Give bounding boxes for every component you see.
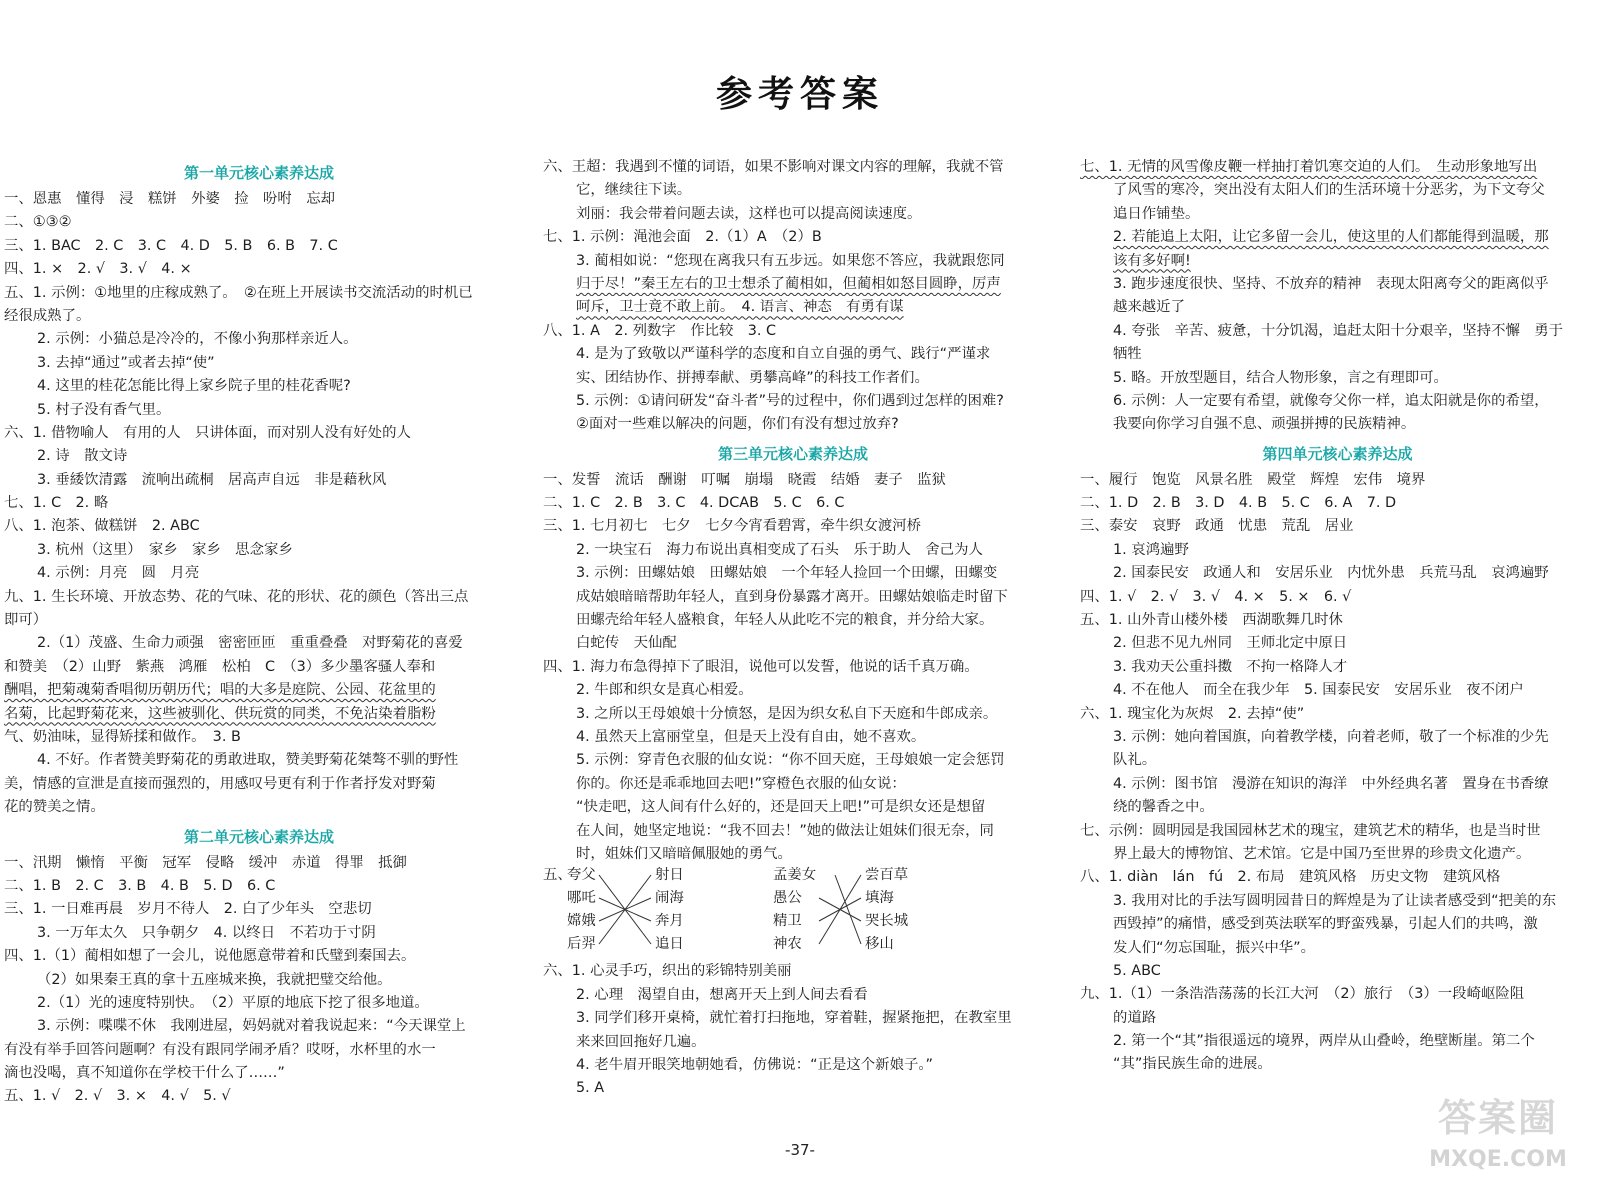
answer-line: 4. 老牛眉开眼笑地朝她看，仿佛说：“正是这个新娘子。”: [576, 1056, 934, 1073]
answer-line: 即可）: [4, 612, 48, 629]
page-title: 参考答案: [715, 74, 884, 115]
match-left-a: 哪吒: [567, 890, 596, 907]
match-left-a: 夸父: [567, 867, 596, 884]
answer-line: 3. 我劝天公重抖擞 不拘一格降人才: [1113, 658, 1348, 675]
answer-line: 4. 示例：图书馆 漫游在知识的海洋 中外经典名著 置身在书香缭: [1113, 775, 1549, 792]
match-right-a: 追日: [655, 936, 684, 953]
answer-line: 2. 心理 渴望自由，想离开天上到人间去看看: [576, 986, 868, 1003]
answer-line: 2. 牛郎和织女是真心相爱。: [576, 682, 753, 699]
match-line: [819, 875, 861, 944]
answer-line: 六、王超：我遇到不懂的词语，如果不影响对课文内容的理解，我就不管: [543, 159, 1004, 175]
match-left-b: 精卫: [773, 913, 802, 930]
answer-line: 一、恩惠 懂得 浸 糕饼 外婆 捡 吩咐 忘却: [4, 191, 335, 207]
answer-line: 2. 诗 散文诗: [37, 448, 128, 465]
answer-line: 2. 若能追上太阳，让它多留一会儿，使这里的人们都能得到温暖，那: [1113, 229, 1549, 246]
answer-column-3: [1080, 156, 1595, 1077]
answer-line: 3. 去掉“通过”或者去掉“使”: [37, 354, 215, 371]
matching-label: 五、: [543, 867, 572, 884]
answer-line: 刘丽：我会带着问题去读，这样也可以提高阅读速度。: [576, 205, 922, 222]
match-right-a: 奔月: [655, 913, 684, 930]
answer-line: 气、奶油味，显得矫揉和做作。 3. B: [4, 728, 241, 745]
match-right-b: 填海: [865, 890, 894, 907]
match-line: [835, 875, 861, 944]
watermark-logo: [1410, 1090, 1586, 1190]
answer-line: 三、泰安 哀野 政通 忧患 荒乱 居业: [1080, 518, 1354, 535]
match-left-a: 后羿: [567, 936, 596, 953]
answer-line: 的道路: [1113, 1009, 1157, 1026]
answer-column-2: [543, 156, 1043, 1101]
answer-line: 该有多好啊!: [1113, 252, 1191, 269]
answer-line: 2. 但悲不见九州同 王师北定中原日: [1113, 635, 1348, 652]
answer-line: 一、履行 饱览 风景名胜 殿堂 辉煌 宏伟 境界: [1080, 471, 1426, 488]
answer-line: 追日作铺垫。: [1113, 205, 1200, 222]
answer-line: 5. ABC: [1113, 962, 1161, 979]
answer-line: 一、汛期 懒惰 平衡 冠军 侵略 缓冲 赤道 得罪 抵御: [4, 854, 407, 871]
match-right-a: 射日: [655, 867, 684, 884]
answer-line: 3. 跑步速度很快、坚持、不放弃的精神 表现太阳离夸父的距离似乎: [1113, 275, 1549, 292]
answer-line: 七、1. 无情的风雪像皮鞭一样抽打着饥寒交迫的人们。 生动形象地写出: [1080, 159, 1538, 175]
answer-line: 6. 示例：人一定要有希望，就像夸父你一样，追太阳就是你的希望，: [1113, 392, 1549, 409]
answer-line: “快走吧，这人间有什么好的，还是回天上吧!”可是织女还是想留: [576, 799, 986, 816]
answer-line: 七、示例：圆明园是我国园林艺术的瑰宝，建筑艺术的精华，也是当时世: [1080, 822, 1541, 839]
answer-line: 实、团结协作、拼搏奉献、勇攀高峰”的科技工作者们。: [576, 369, 929, 386]
answer-line: 发人们“勿忘国耻，振兴中华”。: [1113, 939, 1315, 956]
answer-line: 牺牲: [1113, 346, 1142, 363]
answer-line: 二、1. D 2. B 3. D 4. B 5. C 6. A 7. D: [1080, 495, 1397, 512]
answer-line: 酬唱，把菊魂菊香唱彻历朝历代；唱的大多是庭院、公园、花盆里的: [4, 682, 436, 699]
answer-line: 3. 示例：田螺姑娘 田螺姑娘 一个年轻人捡回一个田螺，田螺变: [576, 565, 998, 582]
answer-line: 三、1. BAC 2. C 3. C 4. D 5. B 6. B 7. C: [4, 237, 338, 254]
answer-line: 3. 我用对比的手法写圆明园昔日的辉煌是为了让读者感受到“把美的东: [1113, 892, 1557, 909]
answer-line: 我要向你学习自强不息、顽强拼搏的民族精神。: [1113, 416, 1416, 433]
answer-line: 3. 同学们移开桌椅，就忙着打扫拖地，穿着鞋，握紧拖把，在教室里: [576, 1010, 1012, 1027]
answer-line: 2. 一块宝石 海力布说出真相变成了石头 乐于助人 舍己为人: [576, 541, 983, 558]
matching-exercise: [543, 866, 1043, 960]
answer-line: 4. 夸张 辛苦、疲惫，十分饥渴，追赶太阳十分艰辛，坚持不懈 勇于: [1113, 322, 1564, 339]
answer-line: 它，继续往下读。: [576, 182, 692, 199]
answer-line: 5. 示例：穿青色衣服的仙女说：“你不回天庭，王母娘娘一定会惩罚: [576, 752, 1005, 769]
answer-line: 绕的馨香之中。: [1113, 799, 1214, 816]
answer-line: 界上最大的博物馆、艺术馆。它是中国乃至世界的珍贵文化遗产。: [1113, 845, 1531, 862]
match-left-b: 孟姜女: [773, 867, 817, 884]
match-left-a: 嫦娥: [567, 913, 596, 930]
answer-line: 四、1. √ 2. √ 3. √ 4. × 5. × 6. √: [1080, 588, 1352, 605]
answer-line: 五、1. √ 2. √ 3. × 4. √ 5. √: [4, 1088, 231, 1105]
answer-line: 2.（1）光的速度特别快。 （2）平原的地底下挖了很多地道。: [37, 994, 429, 1011]
answer-line: 九、1.（1）一条浩浩荡荡的长江大河 （2）旅行 （3）一段崎岖险阻: [1080, 986, 1525, 1003]
match-right-b: 移山: [865, 936, 894, 953]
answer-line: 5. A: [576, 1080, 605, 1097]
answer-line: 3. 之所以王母娘娘十分愤怒，是因为织女私自下天庭和牛郎成亲。: [576, 705, 998, 722]
answer-line: 一、发誓 流话 酬谢 叮嘱 崩塌 晓霞 结婚 妻子 监狱: [543, 471, 946, 488]
answer-line: 四、1.（1）蔺相如想了一会儿，说他愿意带着和氏璧到秦国去。: [4, 948, 416, 965]
answer-line: 白蛇传 天仙配: [576, 635, 677, 652]
answer-line: 4. 虽然天上富丽堂皇，但是天上没有自由，她不喜欢。: [576, 728, 926, 745]
answer-line: 2. 第一个“其”指很遥远的境界，两岸从山叠岭，绝壁断崖。第二个: [1113, 1033, 1535, 1050]
answer-line: 成姑娘暗暗帮助年轻人，直到身份暴露才离开。田螺姑娘临走时留下: [576, 588, 1008, 605]
answer-line: 和赞美 （2）山野 紫燕 鸿雁 松柏 C （3）多少墨客骚人奉和: [4, 658, 436, 675]
answer-line: 八、1. diàn lán fú 2. 布局 建筑风格 历史文物 建筑风格: [1080, 869, 1501, 886]
answer-line: 呵斥，卫士竟不敢上前。 4. 语言、神态 有勇有谋: [576, 299, 904, 316]
answer-line: 四、1. 海力布急得掉下了眼泪，说他可以发誓，他说的话千真万确。: [543, 658, 979, 675]
answer-line: 有没有举手回答问题啊？有没有跟同学闹矛盾？哎呀，水杯里的水一: [4, 1041, 436, 1058]
answer-line: 5. 示例：①请问研发“奋斗者”号的过程中，你们遇到过怎样的困难?: [576, 392, 1004, 409]
answer-line: （2）如果秦王真的拿十五座城来换，我就把璧交给他。: [37, 971, 392, 988]
match-left-b: 愚公: [773, 890, 802, 907]
match-right-b: 尝百草: [865, 867, 909, 884]
answer-line: 二、1. C 2. B 3. C 4. DCAB 5. C 6. C: [543, 495, 845, 512]
answer-line: 1. 哀鸿遍野: [1113, 541, 1189, 558]
answer-line: 经很成熟了。: [4, 307, 91, 324]
answer-line: 四、1. × 2. √ 3. √ 4. ×: [4, 261, 192, 278]
answer-line: 六、1. 借物喻人 有用的人 只讲体面，而对别人没有好处的人: [4, 424, 411, 441]
answer-column-1: [4, 156, 514, 1109]
answer-line: 七、1. 示例：渑池会面 2.（1）A （2）B: [543, 229, 822, 246]
answer-line: 4. 不在他人 而全在我少年 5. 国泰民安 安居乐业 夜不闭户: [1113, 682, 1524, 699]
match-right-b: 哭长城: [865, 913, 909, 930]
answer-line: 3. 示例：她向着国旗，向着教学楼，向着老师，敬了一个标准的少先: [1113, 728, 1549, 745]
answer-line: 5. 略。开放型题目，结合人物形象，言之有理即可。: [1113, 369, 1448, 386]
answer-line: 九、1. 生长环境、开放态势、花的气味、花的形状、花的颜色（答出三点: [4, 588, 469, 605]
answer-line: 名菊，比起野菊花来，这些被驯化、供玩赏的同类，不免沾染着脂粉: [4, 705, 436, 722]
match-left-b: 神农: [773, 936, 802, 953]
answer-line: ②面对一些难以解决的问题，你们有没有想过放弃?: [576, 416, 899, 433]
answer-line: 3. 垂緌饮清露 流响出疏桐 居高声自远 非是藉秋风: [37, 471, 387, 488]
answer-line: 2.（1）茂盛、生命力顽强 密密匝匝 重重叠叠 对野菊花的喜爱: [37, 635, 463, 652]
answer-line: 时，姐妹们又暗暗佩服她的勇气。: [576, 845, 792, 862]
answer-line: 2. 国泰民安 政通人和 安居乐业 内忧外患 兵荒马乱 哀鸿遍野: [1113, 565, 1549, 582]
answer-line: 滴也没喝，真不知道你在学校干什么了……”: [4, 1065, 285, 1082]
answer-line: 3. 示例：喋喋不休 我刚进屋，妈妈就对着我说起来：“今天课堂上: [37, 1018, 466, 1035]
answer-line: 你的。你还是乖乖地回去吧!”穿橙色衣服的仙女说：: [576, 775, 906, 792]
answer-line: 2. 示例：小猫总是冷冷的，不像小狗那样亲近人。: [37, 331, 358, 348]
answer-line: 花的赞美之情。: [4, 799, 105, 816]
answer-line: 4. 不好。作者赞美野菊花的勇敢进取，赞美野菊花桀骜不驯的野性: [37, 752, 459, 769]
answer-line: 六、1. 心灵手巧，织出的彩锦特别美丽: [543, 963, 792, 980]
answer-line: 田螺壳给年轻人盛粮食，年轻人从此吃不完的粮食，并分给大家。: [576, 612, 994, 629]
answer-line: 七、1. C 2. 略: [4, 495, 109, 512]
answer-line: 二、①③②: [4, 214, 72, 231]
answer-line: 4. 这里的桂花怎能比得上家乡院子里的桂花香呢?: [37, 378, 351, 395]
answer-line: 4. 是为了致敬以严谨科学的态度和自立自强的勇气、践行“严谨求: [576, 346, 991, 363]
section-heading: 第四单元核心素养达成: [1262, 444, 1413, 463]
answer-line: 八、1. 泡茶、做糕饼 2. ABC: [4, 518, 200, 535]
section-heading: 第三单元核心素养达成: [717, 444, 868, 463]
answer-line: 三、1. 七月初七 七夕 七夕今宵看碧霄，牵牛织女渡河桥: [543, 518, 922, 535]
answer-line: 越来越近了: [1113, 299, 1185, 316]
watermark-site: MXQE.COM: [1429, 1147, 1567, 1172]
answer-line: 美，情感的宣泄是直接而强烈的，用感叹号更有利于作者抒发对野菊: [4, 775, 436, 792]
answer-line: 4. 示例：月亮 圆 月亮: [37, 565, 200, 582]
answer-line: “其”指民族生命的进展。: [1113, 1056, 1272, 1073]
answer-line: 六、1. 瑰宝化为灰烬 2. 去掉“使”: [1080, 705, 1305, 722]
answer-line: 3. 一万年太久 只争朝夕 4. 以终日 不若功于寸阴: [37, 924, 376, 941]
match-right-a: 闹海: [655, 890, 684, 907]
answer-line: 了风雪的寒冷，突出没有太阳人们的生活环境十分恶劣，为下文夸父: [1113, 182, 1545, 199]
answer-line: 三、1. 一日难再晨 岁月不待人 2. 白了少年头 空悲切: [4, 901, 372, 918]
section-heading: 第一单元核心素养达成: [183, 164, 334, 182]
answer-line: 五、1. 山外青山楼外楼 西湖歌舞几时休: [1080, 612, 1343, 629]
answer-line: 在人间，她坚定地说：“我不回去！”她的做法让姐妹们很无奈，同: [576, 822, 994, 839]
answer-line: 归于尽！”秦王左右的卫士想杀了蔺相如，但蔺相如怒目圆睁，厉声: [576, 275, 1001, 292]
answer-line: 二、1. B 2. C 3. B 4. B 5. D 6. C: [4, 877, 276, 894]
answer-line: 3. 杭州（这里） 家乡 家乡 思念家乡: [37, 541, 293, 558]
section-heading: 第二单元核心素养达成: [183, 827, 334, 846]
answer-line: 八、1. A 2. 列数字 作比较 3. C: [543, 322, 777, 339]
column-2-bottom: [543, 960, 1043, 1100]
answer-line: 西毁掉”的痛惜，感受到英法联军的野蛮残暴，引起人们的共鸣，激: [1113, 916, 1538, 933]
answer-line: 3. 蔺相如说：“您现在离我只有五步远。如果您不答应，我就跟您同: [576, 252, 1005, 269]
answer-line: 队礼。: [1113, 752, 1157, 769]
watermark-text: 答案圈: [1437, 1096, 1558, 1140]
answer-line: 5. 村子没有香气里。: [37, 401, 171, 418]
page-number: -37-: [785, 1141, 815, 1159]
answer-line: 来来回回拖好几遍。: [576, 1033, 706, 1050]
answer-line: 五、1. 示例：①地里的庄稼成熟了。 ②在班上开展读书交流活动的时机已: [4, 284, 473, 301]
column-2-top: [543, 156, 1043, 866]
